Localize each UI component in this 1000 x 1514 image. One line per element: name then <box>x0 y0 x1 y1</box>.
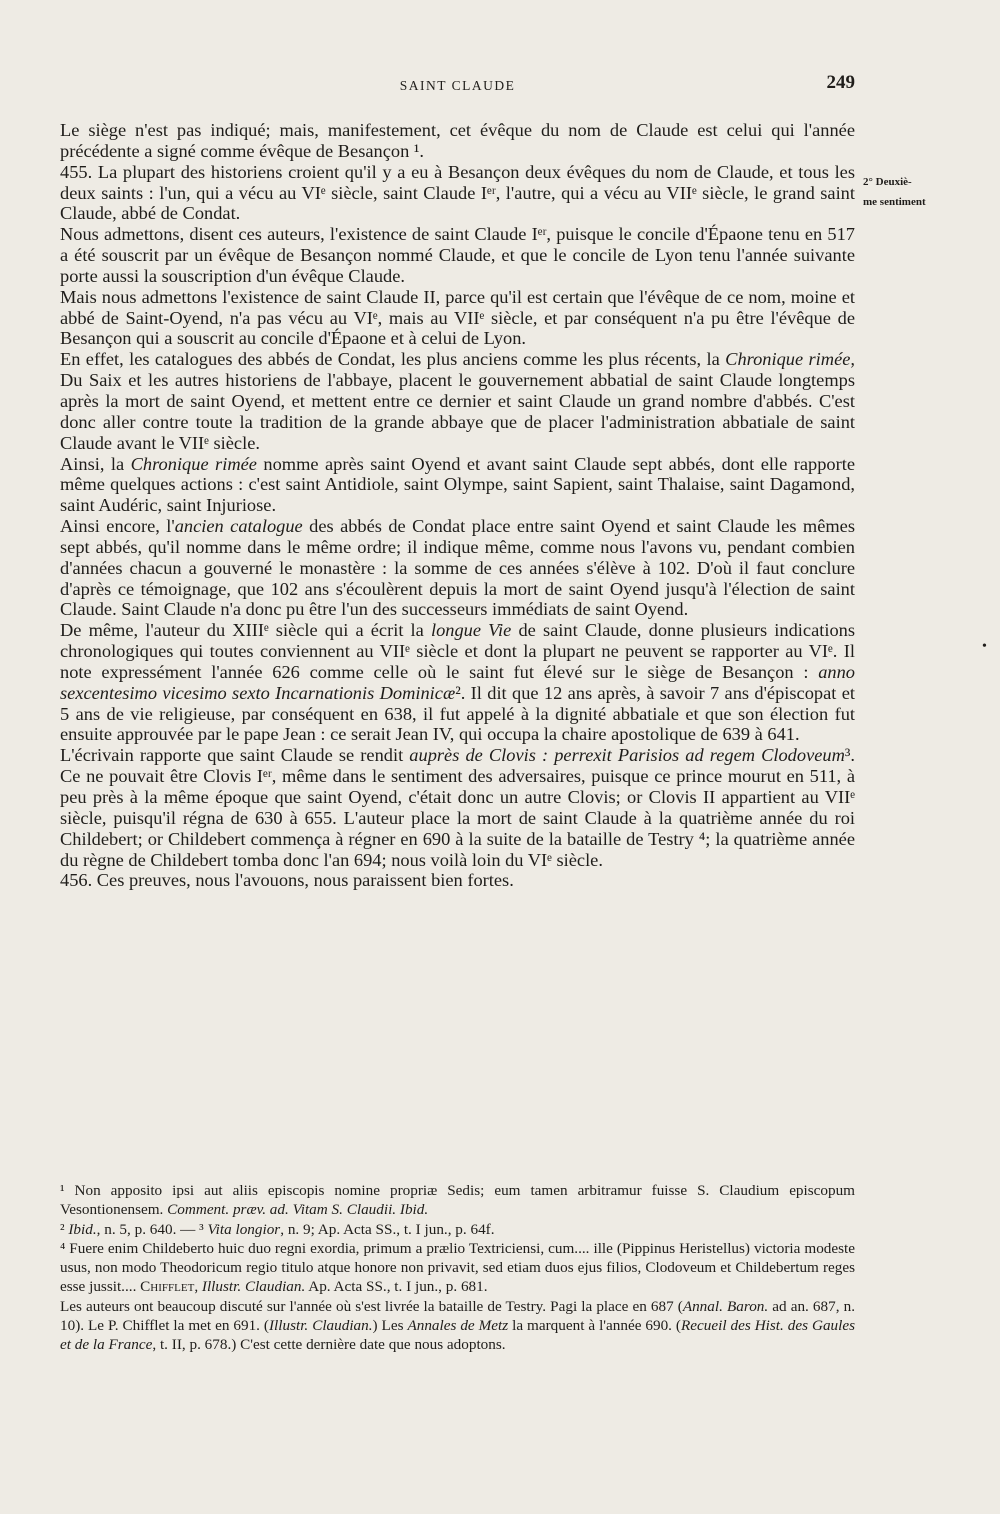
margin-note-line1: 2° Deuxiè- <box>863 176 912 188</box>
side-mark: • <box>982 639 987 654</box>
paragraph-9: L'écrivain rapporte que saint Claude se rendit auprès de Clovis : perrexit Parisios ad regem Clodoveum³. Ce ne pouvait être Clovis Iᵉʳ, même dans le sentiment des adversaires, puisque ce prince mourut en 511, à peu près à la même époque que saint Oyend, c'était donc un autre Clovis; or Clovis II appartient au VIIᵉ siècle, puisqu'il régna de 630 à 655. L'auteur place la mort de saint Claude à la quatrième année du roi Childebert; or Childebert commença à régner en 690 à la suite de la bataille de Testry ⁴; la quatrième année du règne de Childebert tomba donc l'an 694; nous voilà loin du VIᵉ siècle. <box>60 745 855 870</box>
footnote-2-3: ² Ibid., n. 5, p. 640. — ³ Vita longior, n. 9; Ap. Acta SS., t. I jun., p. 64f. <box>60 1220 495 1238</box>
paragraph-6: Ainsi, la Chronique rimée nomme après saint Oyend et avant saint Claude sept abbés, dont elle rapporte même quelques actions : c'est saint Antidiole, saint Olympe, saint Sapient, saint Thalaise, saint Dagamond, saint Audéric, saint Injuriose. <box>60 453 855 516</box>
paragraph-5: En effet, les catalogues des abbés de Condat, les plus anciens comme les plus récents, la Chronique rimée, Du Saix et les autres historiens de l'abbaye, placent le gouvernement abbatial de saint Claude longtemps après la mort de saint Oyend, et mettent entre ce dernier et saint Claude un grand nombre d'abbés. C'est donc aller contre toute la tradition de la grande abbaye que de placer l'administration abbatiale de saint Claude avant le VIIᵉ siècle. <box>60 349 855 453</box>
page-number: 249 <box>826 72 855 93</box>
paragraph-7: Ainsi encore, l'ancien catalogue des abbés de Condat place entre saint Oyend et saint Claude les mêmes sept abbés, qu'il nomme dans le même ordre; il indique même, comme nous l'avons vu, pendant combien d'années chacun a gouverné le monastère : la somme de ces années s'élève à 102. D'où il faut conclure d'après ce témoignage, que 102 ans s'écoulèrent depuis la mort de saint Oyend jusqu'à l'élection de saint Claude. Saint Claude n'a donc pu être l'un des successeurs immédiats de saint Oyend. <box>60 516 855 620</box>
paragraph-3: Nous admettons, disent ces auteurs, l'existence de saint Claude Iᵉʳ, puisque le concile d'Épaone tenu en 517 a été souscrit par un évêque de Besançon nommé Claude, et que le concile de Lyon tenu l'année suivante porte aussi la souscription d'un évêque Claude. <box>60 224 855 286</box>
footnote-4: ⁴ Fuere enim Childeberto huic duo regni exordia, primum a prælio Textriciensi, cum.... ille (Pippinus Heristellus) victoria modeste usus, non modo Theodoricum regio titulo atque honore non privavit, sed etiam duos ejus filios, Clodoveum et Childebertum reges esse jussit.... Chifflet, Illustr. Claudian. Ap. Acta SS., t. I jun., p. 681. <box>60 1239 855 1296</box>
paragraph-1: Le siège n'est pas indiqué; mais, manifestement, cet évêque du nom de Claude est celui qui l'année précédente a signé comme évêque de Besançon ¹. <box>60 120 855 161</box>
paragraph-455: 455. La plupart des historiens croient qu'il y a eu à Besançon deux évêques du nom de Claude, et tous les deux saints : l'un, qui a vécu au VIᵉ siècle, saint Claude Iᵉʳ, l'autre, qui a vécu au VIIᵉ siècle, le grand saint Claude, abbé de Condat. <box>60 161 855 224</box>
running-head <box>60 72 855 102</box>
footnote-4-continued: Les auteurs ont beaucoup discuté sur l'année où s'est livrée la bataille de Testry. Pagi la place en 687 (Annal. Baron. ad an. 687, n. 10). Le P. Chifflet la met en 691. (Illustr. Claudian.) Les Annales de Metz la marquent à l'année 690. (Recueil des Hist. des Gaules et de la France, t. II, p. 678.) C'est cette dernière date que nous adoptons. <box>60 1297 856 1354</box>
footnote-1: ¹ Non apposito ipsi aut aliis episcopis nomine propriæ Sedis; eum tamen arbitramur fuisse S. Claudium episcopum Vesontionensem. Comment. præv. ad. Vitam S. Claudii. Ibid. <box>60 1182 855 1219</box>
running-title: SAINT CLAUDE <box>399 78 516 93</box>
footnotes <box>60 1181 855 1355</box>
body-text <box>60 120 855 891</box>
margin-note-line2: me sentiment <box>863 196 926 208</box>
paragraph-456: 456. Ces preuves, nous l'avouons, nous paraissent bien fortes. <box>60 870 514 891</box>
paragraph-4: Mais nous admettons l'existence de saint Claude II, parce qu'il est certain que l'évêque de ce nom, moine et abbé de Saint-Oyend, n'a pas vécu au VIᵉ, mais au VIIᵉ siècle, et par conséquent n'a pu être l'évêque de Besançon qui a souscrit au concile d'Épaone et à celui de Lyon. <box>60 286 855 349</box>
margin-note <box>863 172 958 212</box>
paragraph-8: De même, l'auteur du XIIIᵉ siècle qui a écrit la longue Vie de saint Claude, donne plusieurs indications chronologiques qui toutes conviennent au VIIᵉ siècle et dont la plupart ne peuvent se rapporter au VIᵉ. Il note expressément l'année 626 comme celle où le saint fut élevé sur le siège de Besançon : anno sexcentesimo vicesimo sexto Incarnationis Dominicæ². Il dit que 12 ans après, à savoir 7 ans d'épiscopat et 5 ans de vie religieuse, par conséquent en 638, il fut appelé à la dignité abbatiale et que son élection fut ensuite approuvée par le pape Jean : ce serait Jean IV, qui occupa la chaire apostolique de 639 à 641. <box>60 620 856 745</box>
